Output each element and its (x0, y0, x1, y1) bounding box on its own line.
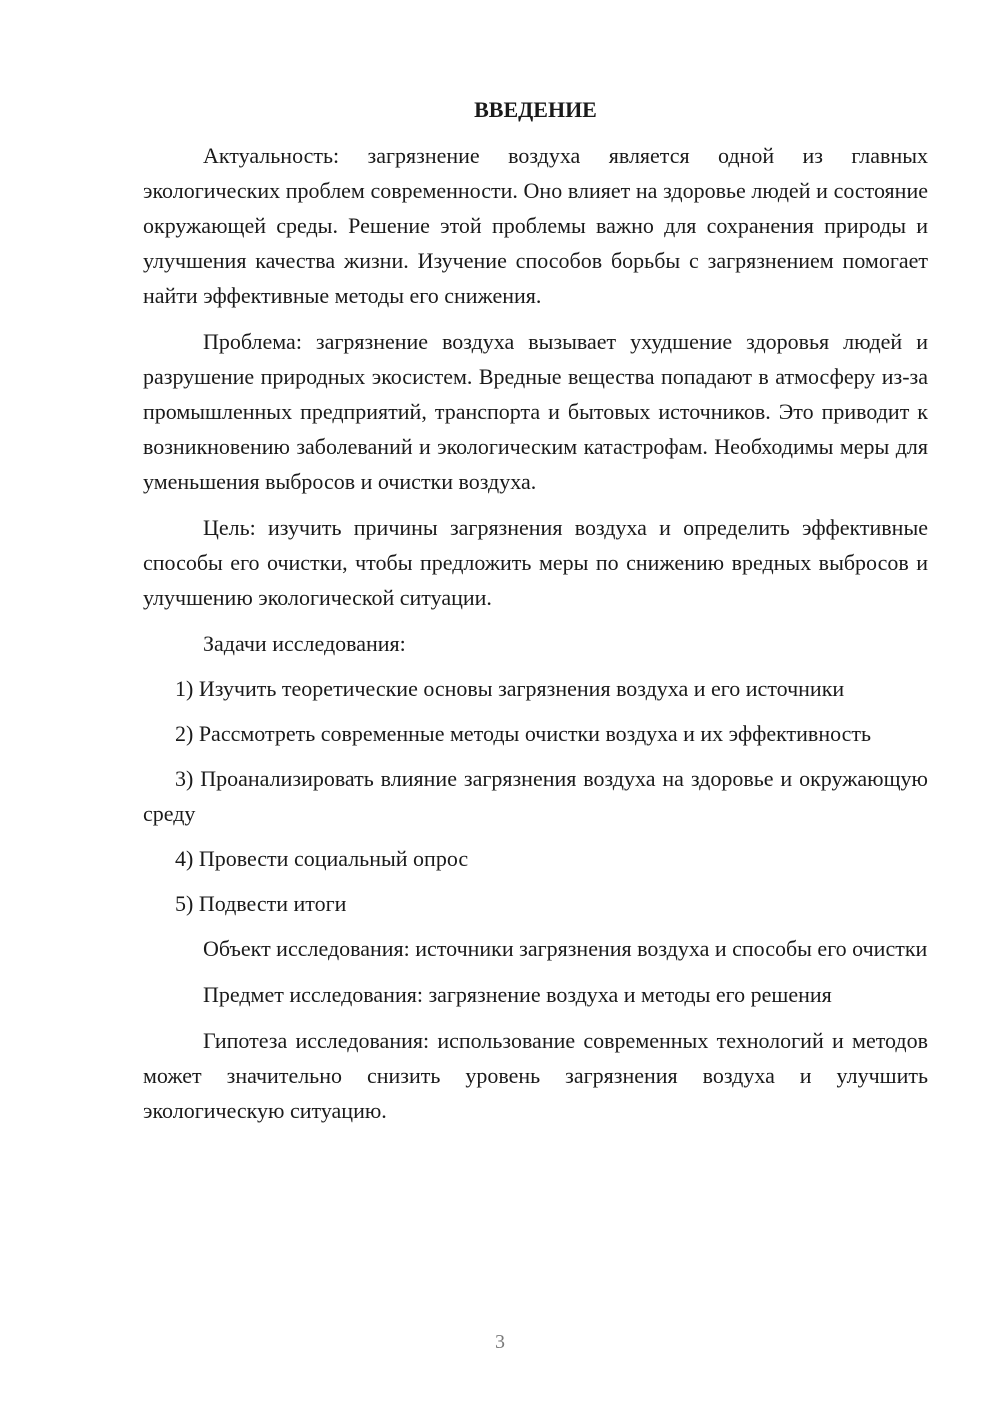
goal-paragraph: Цель: изучить причины загрязнения воздуха и определить эффективные способы его очистки, чтобы предложить меры по снижению вредных выбросов и улучшению экологической ситуации. (143, 515, 928, 610)
page-number: 3 (495, 1331, 505, 1353)
task-item: 5) Подвести итоги (175, 891, 347, 916)
task-item: 1) Изучить теоретические основы загрязнения воздуха и его источники (175, 676, 845, 701)
document-page (143, 92, 928, 1139)
subject-paragraph: Предмет исследования: загрязнение воздуха и методы его решения (203, 982, 832, 1007)
hypothesis-paragraph: Гипотеза исследования: использование современных технологий и методов может значительно снизить уровень загрязнения воздуха и улучшить экологическую ситуацию. (143, 1028, 928, 1123)
tasks-heading: Задачи исследования: (203, 631, 406, 656)
task-item: 3) Проанализировать влияние загрязнения воздуха на здоровье и окружающую среду (143, 766, 928, 826)
task-item: 4) Провести социальный опрос (175, 846, 469, 871)
page-title: ВВЕДЕНИЕ (474, 97, 597, 122)
problem-paragraph: Проблема: загрязнение воздуха вызывает ухудшение здоровья людей и разрушение природных экосистем. Вредные вещества попадают в атмосферу из-за промышленных предприятий, транспорта и бытовых источников. Это приводит к возникновению заболеваний и экологическим катастрофам. Необходимы меры для уменьшения выбросов и очистки воздуха. (143, 329, 928, 494)
object-paragraph: Объект исследования: источники загрязнения воздуха и способы его очистки (203, 936, 928, 961)
task-item: 2) Рассмотреть современные методы очистки воздуха и их эффективность (175, 721, 872, 746)
relevance-paragraph: Актуальность: загрязнение воздуха является одной из главных экологических проблем современности. Оно влияет на здоровье людей и состояние окружающей среды. Решение этой проблемы важно для сохранения природы и улучшения качества жизни. Изучение способов борьбы с загрязнением помогает найти эффективные методы его снижения. (143, 143, 928, 308)
